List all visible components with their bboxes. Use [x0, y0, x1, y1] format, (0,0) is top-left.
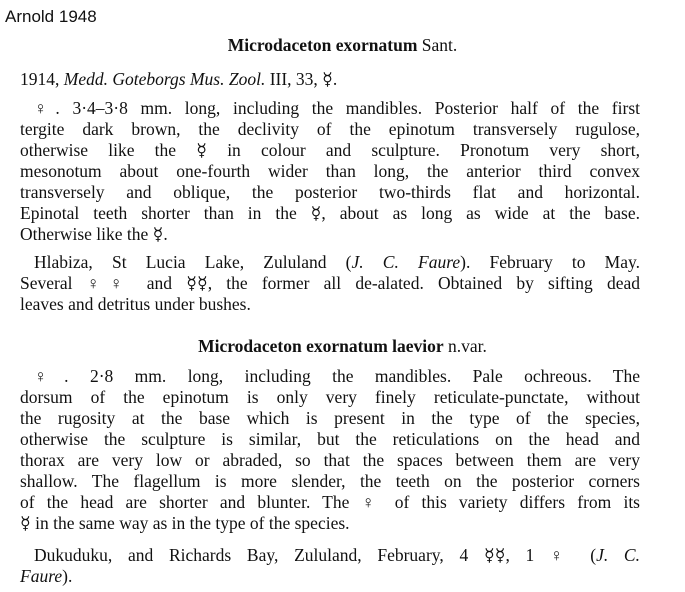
species-heading-2: [0, 336, 685, 357]
citation-rest: III, 33, ☿.: [269, 69, 338, 89]
text-line: otherwise the sculpture is similar, but the reticulations on the head and: [20, 429, 640, 449]
text-line: the rugosity at the base which is present in the type of the species,: [20, 408, 640, 428]
text-line: tergite dark brown, the declivity of the epinotum transversely rugulose,: [20, 119, 640, 139]
text-line: leaves and detritus under bushes.: [20, 294, 251, 314]
species-author-1: Sant.: [421, 35, 458, 55]
text-line: shallow. The flagellum is more slender, the teeth on the posterior corners: [20, 471, 640, 491]
citation-journal: Medd. Goteborgs Mus. Zool.: [63, 69, 266, 89]
collector-name: J. C. Faure: [351, 252, 461, 272]
text-line: of the head are shorter and blunter. The ♀ of this variety differs from its: [20, 492, 640, 512]
text-line: dorsum of the epinotum is only very finely reticulate-punctate, without: [20, 387, 640, 407]
text-line: Otherwise like the ☿.: [20, 224, 168, 244]
locality-text: ). February to May.: [460, 252, 640, 272]
locality-text: Dukuduku, and Richards Bay, Zululand, February, 4 ☿☿, 1 ♀ (: [34, 545, 597, 565]
text-line: ♀. 3·4–3·8 mm. long, including the mandibles. Posterior half of the first: [34, 98, 640, 118]
text-line: transversely and oblique, the posterior two-thirds flat and horizontal.: [20, 182, 640, 202]
text-line: Epinotal teeth shorter than in the ☿, about as long as wide at the base.: [20, 203, 640, 223]
text-line: ♀. 2·8 mm. long, including the mandibles. Pale ochreous. The: [34, 366, 640, 386]
species-name-1: Microdaceton exornatum: [227, 35, 418, 55]
citation-year: 1914,: [20, 69, 60, 89]
text-line: [20, 252, 640, 273]
collector-name: Faure: [20, 566, 63, 586]
species-name-2: Microdaceton exornatum laevior: [198, 336, 444, 356]
text-line: [20, 566, 640, 587]
text-line: [20, 545, 640, 566]
collector-name: J. C.: [596, 545, 640, 565]
species-author-2: n.var.: [448, 336, 487, 356]
text-line: thorax are very low or abraded, so that the spaces between them are very: [20, 450, 640, 470]
locality-text: ).: [62, 566, 73, 586]
reference-label: Arnold 1948: [5, 7, 97, 26]
species-heading-1: [0, 35, 685, 56]
citation-line: [20, 69, 337, 90]
text-line: mesonotum about one-fourth wider than long, the anterior third convex: [20, 161, 640, 181]
text-line: ☿ in the same way as in the type of the species.: [20, 513, 350, 533]
text-line: Several ♀♀ and ☿☿, the former all de-alated. Obtained by sifting dead: [20, 273, 640, 293]
text-line: otherwise like the ☿ in colour and sculpture. Pronotum very short,: [20, 140, 640, 160]
locality-text: Hlabiza, St Lucia Lake, Zululand (: [34, 252, 352, 272]
